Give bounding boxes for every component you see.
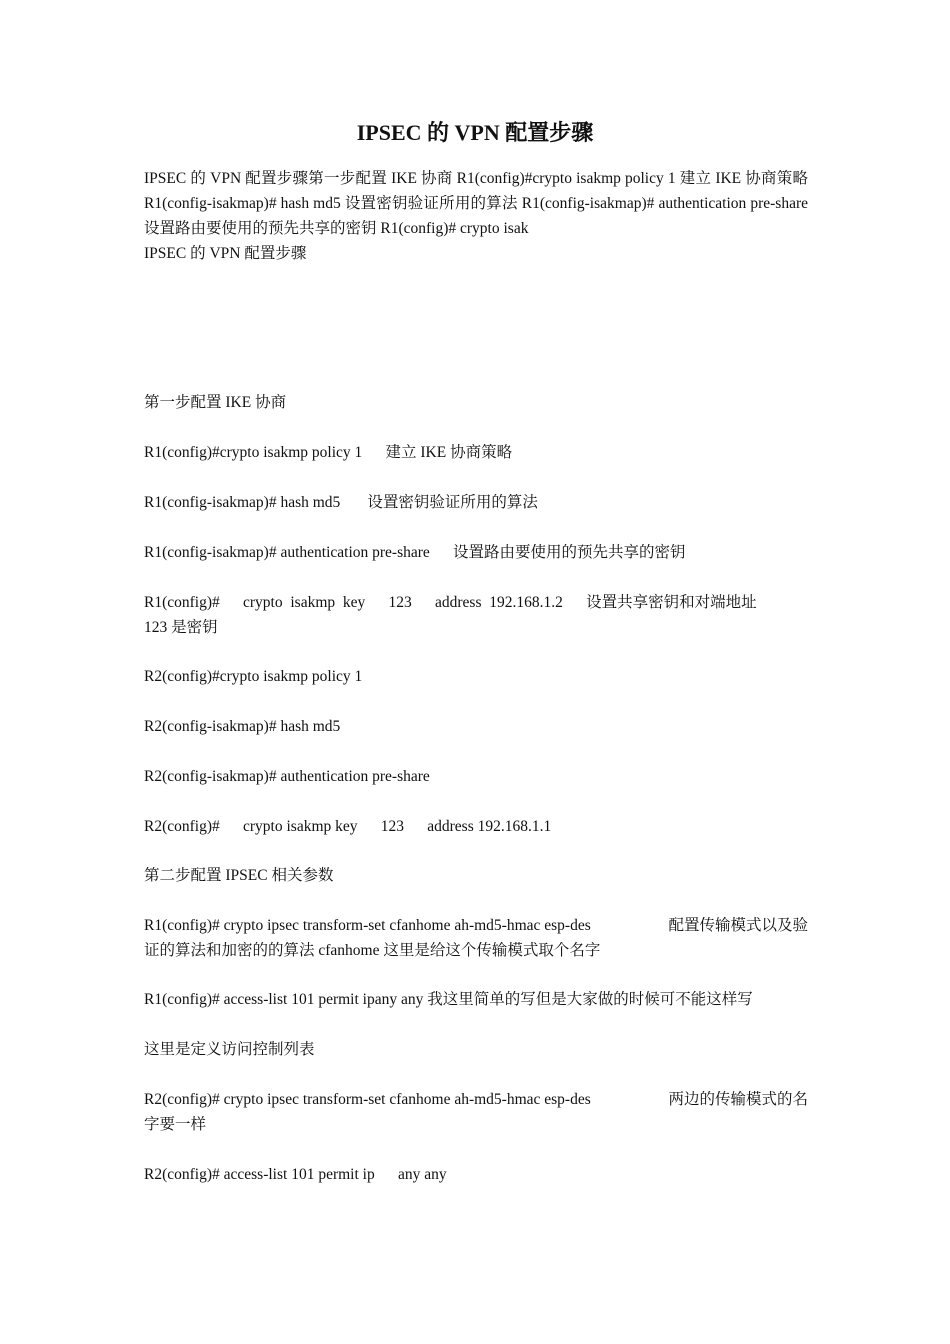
r2-hash-line: R2(config-isakmap)# hash md5 <box>144 718 341 735</box>
acl-note-line: 这里是定义访问控制列表 <box>144 1041 315 1058</box>
r2-transform-row <box>144 1087 808 1112</box>
r2-key-line: R2(config)# crypto isakmp key 123 address 192.168.1.1 <box>144 818 552 835</box>
r2-transform-note-start: 两边的传输模式的名 <box>668 1091 808 1108</box>
r1-policy-line: R1(config)#crypto isakmp policy 1 建立 IKE 协商策略 <box>144 444 513 461</box>
r2-policy-line: R2(config)#crypto isakmp policy 1 <box>144 668 363 685</box>
summary-tail: IPSEC 的 VPN 配置步骤 <box>144 245 307 262</box>
step2-heading: 第二步配置 IPSEC 相关参数 <box>144 867 334 884</box>
r2-transform-paragraph <box>144 1087 808 1137</box>
document-title: IPSEC 的 VPN 配置步骤 <box>356 120 594 145</box>
r2-transform-command: R2(config)# crypto ipsec transform-set cfanhome ah-md5-hmac esp-des <box>144 1091 591 1108</box>
summary-text: IPSEC 的 VPN 配置步骤第一步配置 IKE 协商 R1(config)#crypto isakmp policy 1 建立 IKE 协商策略 R1(config-isakmap)# hash md5 设置密钥验证所用的算法 R1(config-isakmap)# authentication pre-share 设置路由要使用的预先共享的密钥 R1(config)# crypto isak <box>144 170 808 237</box>
r1-key-line: R1(config)# crypto isakmp key 123 address 192.168.1.2 设置共享密钥和对端地址 <box>144 594 757 611</box>
r1-transform-paragraph <box>144 913 808 963</box>
r1-key-note: 123 是密钥 <box>144 619 218 636</box>
r1-transform-note-end: 证的算法和加密的的算法 cfanhome 这里是给这个传输模式取个名字 <box>144 942 601 959</box>
document-summary <box>144 166 808 266</box>
r2-transform-note-end: 字要一样 <box>144 1116 207 1133</box>
r1-transform-command: R1(config)# crypto ipsec transform-set cfanhome ah-md5-hmac esp-des <box>144 917 591 934</box>
r1-acl-line: R1(config)# access-list 101 permit ipany any 我这里简单的写但是大家做的时候可不能这样写 <box>144 991 753 1008</box>
r2-auth-line: R2(config-isakmap)# authentication pre-share <box>144 768 430 785</box>
r1-key-paragraph <box>144 590 808 640</box>
r1-auth-line: R1(config-isakmap)# authentication pre-share 设置路由要使用的预先共享的密钥 <box>144 544 686 561</box>
r1-hash-line: R1(config-isakmap)# hash md5 设置密钥验证所用的算法 <box>144 494 538 511</box>
step1-heading: 第一步配置 IKE 协商 <box>144 394 287 411</box>
r1-transform-note-start: 配置传输模式以及验 <box>668 917 808 934</box>
r2-acl-line: R2(config)# access-list 101 permit ip any any <box>144 1166 447 1183</box>
r1-transform-row <box>144 913 808 938</box>
